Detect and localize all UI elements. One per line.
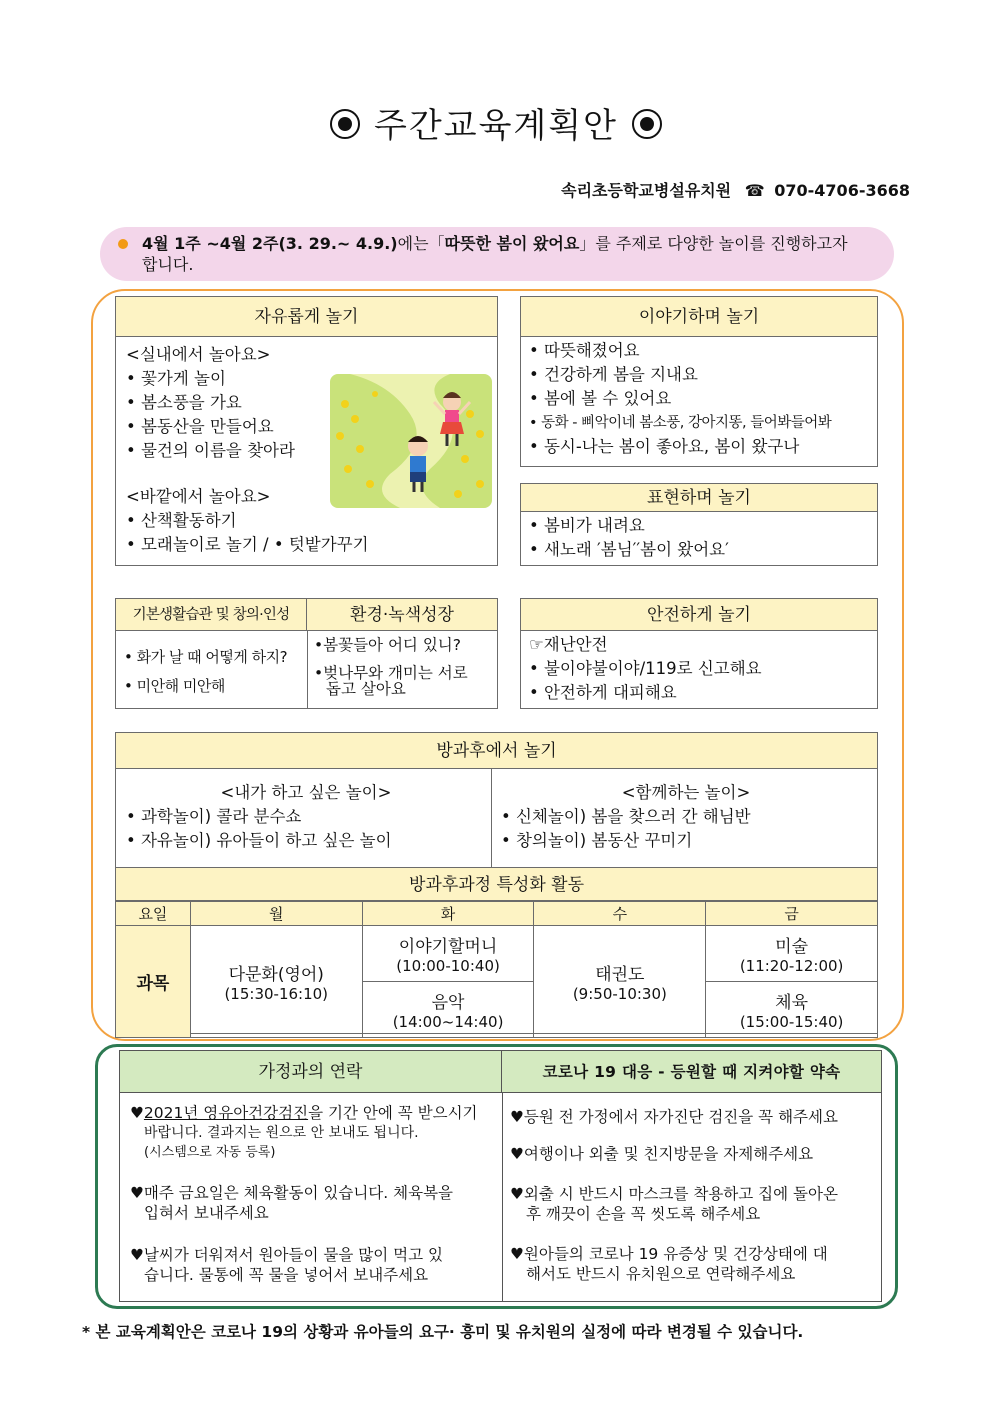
special-activity-header: 방과후과정 특성화 활동 <box>116 867 877 901</box>
habits-header: 기본생활습관 및 창의·인성 <box>116 599 307 631</box>
day-fri: 금 <box>706 902 878 926</box>
footnote: * 본 교육계획안은 코로나 19의 상황과 유아들의 요구· 흥미 및 유치원의 실정에 따라 변경될 수 있습니다. <box>82 1323 804 1341</box>
school-info <box>561 178 910 201</box>
heart-icon: ♥ <box>130 1246 144 1264</box>
contact-text: 을 기간 안에 꼭 받으시기 <box>308 1104 478 1122</box>
tue-subject-2 <box>362 982 534 1038</box>
safety-play-box <box>520 598 878 709</box>
fisheye-bullet-icon <box>632 109 662 139</box>
wed-subject <box>534 926 706 1038</box>
contact-item-1 <box>130 1103 496 1123</box>
fri-subject-1 <box>706 926 878 982</box>
list-item: • 봄비가 내려요 <box>529 516 645 535</box>
tue-subject-1 <box>362 926 534 982</box>
list-item: • 봄소풍을 가요 <box>126 393 242 412</box>
outdoor-title: <바깥에서 놀아요> <box>126 487 271 506</box>
special-schedule-table <box>115 901 878 1038</box>
subject-name: 음악 <box>431 993 465 1013</box>
contact-text: 바랍니다. 결과지는 원으로 안 보내도 됩니다. <box>144 1125 419 1141</box>
contact-item-2 <box>130 1183 496 1203</box>
heart-icon: ♥ <box>130 1184 144 1202</box>
mon-subject <box>190 926 362 1038</box>
covid-item-4 <box>510 1244 880 1264</box>
list-item: •벚나무와 개미는 서로 <box>314 664 468 682</box>
list-item: •봄꽃들아 어디 있니? <box>314 636 462 654</box>
list-item: • 동시-나는 봄이 좋아요, 봄이 왔구나 <box>529 437 800 456</box>
subject-time: (9:50-10:30) <box>572 985 667 1003</box>
contact-text: 습니다. 물통에 꼭 물을 넣어서 보내주세요 <box>144 1266 429 1284</box>
list-item: • 물건의 이름을 찾아라 <box>126 441 295 460</box>
covid-text: 해서도 반드시 유치원으로 연락해주세요 <box>526 1265 796 1283</box>
list-item: • 봄에 볼 수 있어요 <box>529 389 672 408</box>
list-item: • 새노래 ′봄님′′봄이 왔어요′ <box>529 540 729 559</box>
list-item: • 과학놀이) 콜라 분수쇼 <box>126 807 302 826</box>
phone-icon: ☎ <box>744 181 765 200</box>
subject-time: (14:00~14:40) <box>392 1013 504 1031</box>
covid-text: 외출 시 반드시 마스크를 착용하고 집에 돌아온 <box>523 1185 838 1203</box>
title-text: 주간교육계획안 <box>374 106 618 146</box>
heart-icon: ♥ <box>510 1145 524 1163</box>
covid-header: 코로나 19 대응 - 등원할 때 지켜야할 약속 <box>502 1051 881 1093</box>
together-play-title: <함께하는 놀이> <box>621 783 751 802</box>
day-mon: 월 <box>190 902 362 926</box>
heart-icon: ♥ <box>510 1108 524 1126</box>
intro-period: 4월 1주 ~4월 2주(3. 29.~ 4.9.) <box>142 234 398 253</box>
habits-environment-box <box>115 598 498 709</box>
list-item: • 동화 - 삐악이네 봄소풍, 강아지똥, 들어봐들어봐 <box>529 415 832 431</box>
covid-text: 후 깨끗이 손을 꼭 씻도록 해주세요 <box>526 1205 761 1223</box>
list-item: 돕고 살아요 <box>326 680 406 698</box>
day-tue: 화 <box>362 902 534 926</box>
subject-time: (15:30-16:10) <box>224 985 329 1003</box>
express-play-box <box>520 483 878 566</box>
covid-item-3 <box>510 1184 880 1204</box>
orange-dot-icon <box>118 239 128 249</box>
list-item: • 봄동산을 만들어요 <box>126 417 274 436</box>
after-school-header: 방과후에서 놀기 <box>116 733 877 769</box>
contact-text: (시스템으로 자동 등록) <box>144 1145 276 1160</box>
story-play-box <box>520 296 878 467</box>
after-school-box <box>115 732 878 1034</box>
list-item: ☞재난안전 <box>529 635 608 654</box>
intro-banner <box>100 227 894 281</box>
heart-icon: ♥ <box>510 1245 524 1263</box>
covid-text: 등원 전 가정에서 자가진단 검진을 꼭 해주세요 <box>523 1108 838 1126</box>
day-label: 요일 <box>116 902 191 926</box>
list-item: • 창의놀이) 봄동산 꾸미기 <box>501 831 693 850</box>
intro-theme: 따뜻한 봄이 왔어요 <box>444 234 580 253</box>
intro-text-end: 」를 주제로 다양한 놀이를 진행하고자 <box>579 234 848 253</box>
spring-illustration-svg <box>330 374 492 508</box>
list-item: • 안전하게 대피해요 <box>529 683 677 702</box>
contact-text: 입혀서 보내주세요 <box>144 1204 269 1222</box>
subject-time: (10:00-10:40) <box>396 957 500 975</box>
contact-table <box>119 1050 882 1302</box>
page-title <box>0 98 992 147</box>
contact-text: 매주 금요일은 체육활동이 있습니다. 체육복을 <box>143 1184 454 1202</box>
free-play-header: 자유롭게 놀기 <box>116 297 497 337</box>
safety-header: 안전하게 놀기 <box>521 599 877 631</box>
story-play-header: 이야기하며 놀기 <box>521 297 877 337</box>
covid-item-1 <box>510 1107 880 1127</box>
list-item: • 모래놀이로 놀기 / • 텃밭가꾸기 <box>126 535 369 554</box>
my-play-title: <내가 하고 싶은 놀이> <box>220 783 392 802</box>
fri-subject-2 <box>706 982 878 1038</box>
subject-name: 미술 <box>775 937 809 957</box>
list-item: • 꽃가게 놀이 <box>126 369 226 388</box>
school-phone: 070-4706-3668 <box>774 181 910 200</box>
list-item: • 화가 날 때 어떻게 하지? <box>124 648 288 666</box>
environment-header: 환경·녹색성장 <box>307 599 497 631</box>
list-item: • 자유놀이) 유아들이 하고 싶은 놀이 <box>126 831 392 850</box>
day-wed: 수 <box>534 902 706 926</box>
school-name: 속리초등학교병설유치원 <box>561 181 732 200</box>
covid-text: 여행이나 외출 및 친지방문을 자제해주세요 <box>523 1145 814 1163</box>
covid-text: 원아들의 코로나 19 유증상 및 건강상태에 대 <box>523 1245 828 1263</box>
list-item: • 신체놀이) 봄을 찾으러 간 해님반 <box>501 807 751 826</box>
heart-icon: ♥ <box>510 1185 524 1203</box>
indoor-title: <실내에서 놀아요> <box>126 345 271 364</box>
subject-label: 과목 <box>116 926 191 1038</box>
fisheye-bullet-icon <box>330 109 360 139</box>
list-item: • 건강하게 봄을 지내요 <box>529 365 698 384</box>
subject-time: (15:00-15:40) <box>739 1013 844 1031</box>
intro-text: 에는「 <box>397 234 445 253</box>
subject-name: 다문화(영어) <box>228 965 324 985</box>
heart-icon: ♥ <box>130 1104 144 1122</box>
list-item: • 산책활동하기 <box>126 511 237 530</box>
home-contact-header: 가정과의 연락 <box>120 1051 502 1093</box>
subject-name: 태권도 <box>595 965 645 985</box>
list-item: • 불이야불이야/119로 신고해요 <box>529 659 762 678</box>
spring-kids-illustration <box>330 374 492 508</box>
covid-item-2 <box>510 1144 880 1164</box>
subject-name: 이야기할머니 <box>398 937 498 957</box>
checkup-link[interactable]: 2021년 영유아건강검진 <box>143 1104 309 1122</box>
list-item: • 따뜻해졌어요 <box>529 341 640 360</box>
express-play-header: 표현하며 놀기 <box>521 484 877 512</box>
subject-name: 체육 <box>775 993 809 1013</box>
contact-text: 날씨가 더워져서 원아들이 물을 많이 먹고 있 <box>143 1246 443 1264</box>
list-item: • 미안해 미안해 <box>124 677 225 695</box>
subject-time: (11:20-12:00) <box>739 957 844 975</box>
contact-item-3 <box>130 1245 496 1265</box>
intro-line2: 합니다. <box>142 255 194 274</box>
